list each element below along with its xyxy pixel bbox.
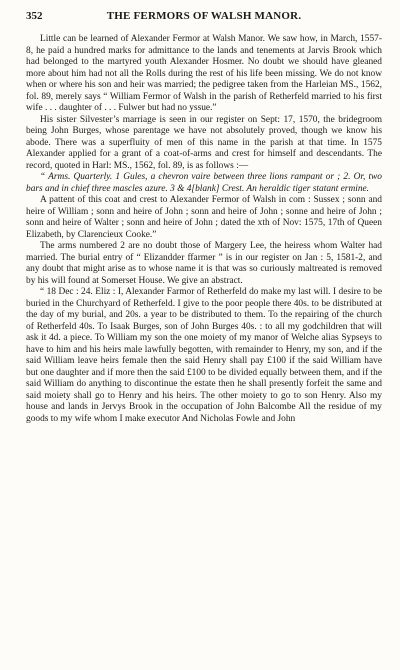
paragraph-arms: “ Arms. Quarterly. 1 Gules, a chevron vaire between three lions rampant or ; 2. Or, two bars and in chief three mascles azure. 3 & 4[blank] Crest. An heraldic tiger statant ermine. <box>26 172 382 194</box>
running-head: THE FERMORS OF WALSH MANOR. <box>106 10 302 22</box>
paragraph-walsh-manor: Little can be learned of Alexander Fermor at Walsh Manor. We saw how, in March, 1557-8, he paid a hundred marks for admittance to the lands and tenements at Jarvis Brook which had belonged to the martyred youth Alexander Hosmer. No doubt we should have gleaned more about him had not all the Rolls during the rest of his life been missing. We do not know when or where his son and heir was married; the pedigree taken from the Harleian MS., 1562, fol. 89, merely says “ William Fermor of Walsh in the parish of Retherfeld married to his first wife . . . daughter of . . . Fulwer but had no yssue.” <box>26 34 382 113</box>
paragraph-arms-numbered: The arms numbered 2 are no doubt those of Margery Lee, the heiress whom Walter had married. The burial entry of “ Elizandder ffarmer ” is in our register on Jan : 5, 1581-2, and any doubt that might arise as to whose name it is that was so curiously maltreated is removed by his will found at Somerset House. We give an abstract. <box>26 241 382 286</box>
page-number: 352 <box>26 10 43 22</box>
body-text <box>26 34 382 425</box>
paragraph-pattent: A pattent of this coat and crest to Alexander Fermor of Walsh in com : Sussex ; sonn and heire of William ; sonn and heire of John ; sonn and heire of John ; sonne and heire of John ; sonn and heire of Walter ; sonn and heire of John ; dated the xth of Nov: 1575, 17th of Queen Elizabeth, by Clarencieux Cooke.” <box>26 195 382 240</box>
page-header <box>22 8 386 26</box>
paragraph-will-abstract: “ 18 Dec : 24. Eliz : I, Alexander Farmor of Retherfeld do make my last will. I desire to be buried in the Churchyard of Retherfeld. I give to the poor people there 40s. to be distributed at the day of my burial, and 20s. a year to be distributed to them. To the repairing of the church of Retherfeld 40s. To Isaak Burges, son of John Burges 40s. : to all my godchildren that will ask it 4d. a piece. To William my son the one moiety of my manor of Welche alias Sypseys to have to him and his heirs male lawfully begotten, with remainder to Henry, my son, and if the said William leave heirs female then the said Henry shall pay £100 if the said William have but one daughter and if more then the said £100 to be divided equally between them, and if the said William do anything to discontinue the estate then he shall presently forfeit the same and said moiety shall go to Henry and his heirs. The other moiety to go to son Henry. Also my house and lands in Jervys Brook in the occupation of John Balcombe All the residue of my goods to my wife whom I make executor And Nicholas Fowle and John <box>26 287 382 424</box>
paragraph-silvester-marriage: His sister Silvester’s marriage is seen in our register on Sept: 17, 1570, the bridegroom being John Burges, whose parentage we have not absolutely proved, though we know his abode. There was a superfluity of men of this name in the parish at that time. In 1575 Alexander applied for a grant of a coat-of-arms and crest for himself and descendants. The record, quoted in Harl: MS., 1562, fol. 89, is as follows :— <box>26 114 382 171</box>
